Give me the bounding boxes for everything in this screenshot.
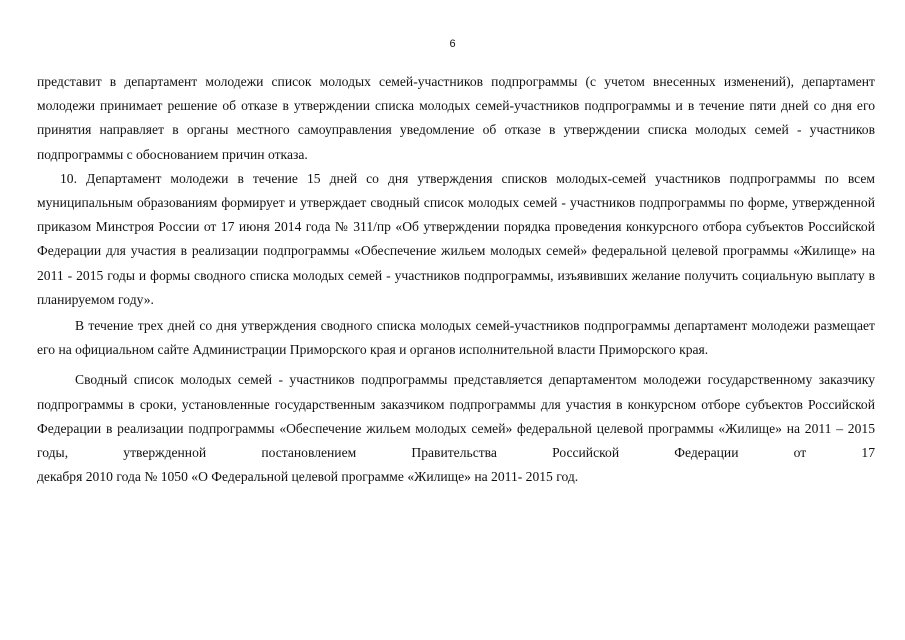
paragraph-summary-list-end: декабря 2010 года № 1050 «О Федеральной целевой программе «Жилище» на 2011- 2015 год. bbox=[37, 469, 579, 485]
paragraph-continuation: представит в департамент молодежи список молодых семей-участников подпрограммы (с учетом внесенных изменений), департамент молодежи принимает решение об отказе в утверждении списка молодых семей-участников подпрограммы и в течение пяти дней со дня его принятия направляет в органы местного самоуправления уведомление об отказе в утверждении списка молодых семей - участников подпрограммы с обоснованием причин отказа. bbox=[37, 74, 875, 162]
paragraph-summary-list: Сводный список молодых семей - участников подпрограммы представляется департаментом молодежи государственному заказчику подпрограммы в сроки, установленные государственным заказчиком подпрограммы для участия в конкурсном отборе субъектов Российской Федерации в реализации подпрограммы «Обеспечение жильем молодых семей» федеральной целевой программы «Жилище» на 2011 – 2015 годы, утвержденной постановлением Правительства Российской Федерации от 17 bbox=[37, 372, 875, 461]
document-body bbox=[37, 70, 875, 489]
paragraph-publication: В течение трех дней со дня утверждения сводного списка молодых семей-участников подпрограммы департамент молодежи размещает его на официальном сайте Администрации Приморского края и органов исполнительной власти Приморского края. bbox=[37, 318, 875, 358]
paragraph-item-10: 10. Департамент молодежи в течение 15 дней со дня утверждения списков молодых-семей участников подпрограммы по всем муниципальным образованиям формирует и утверждает сводный список молодых семей - участников подпрограммы по форме, утвержденной приказом Минстроя России от 17 июня 2014 года № 311/пр «Об утверждении порядка проведения конкурсного отбора субъектов Российской Федерации для участия в реализации подпрограммы «Обеспечение жильем молодых семей» федеральной целевой программы «Жилище» на 2011 - 2015 годы и формы сводного списка молодых семей - участников подпрограммы, изъявивших желание получить социальную выплату в планируемом году». bbox=[37, 170, 875, 307]
page-number: 6 bbox=[449, 38, 456, 50]
